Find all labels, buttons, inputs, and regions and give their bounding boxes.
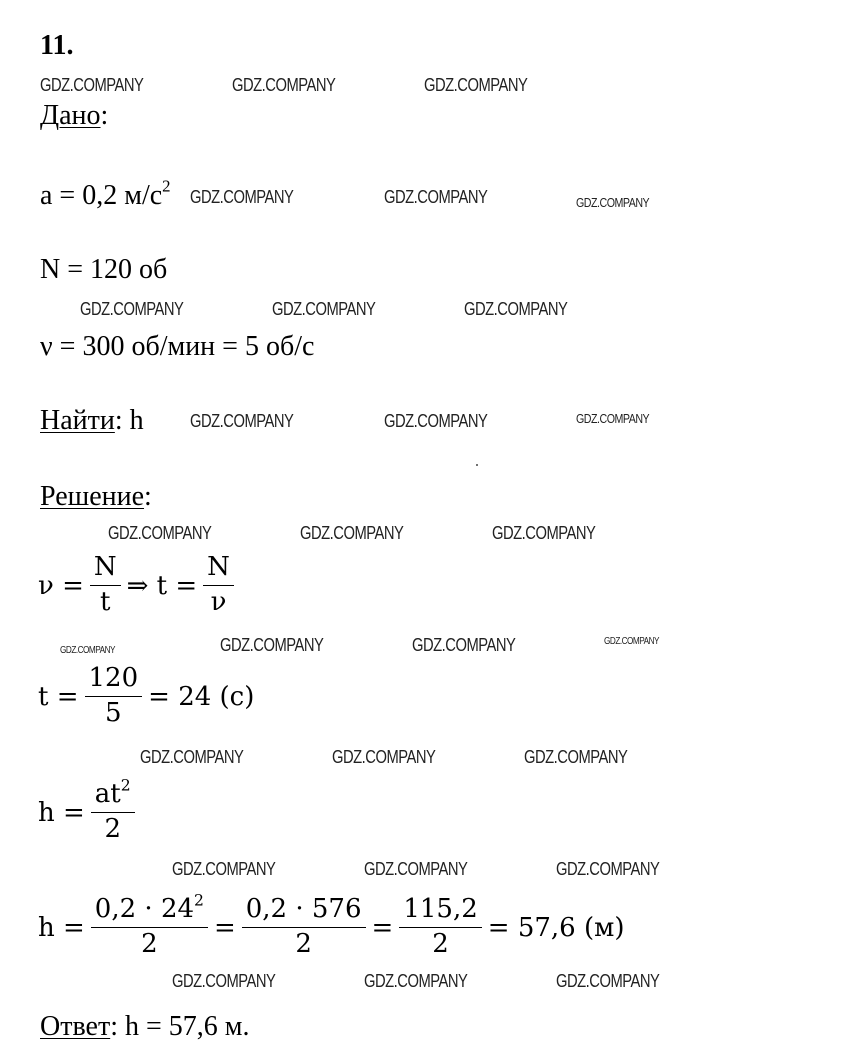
eq4-rhs: = 57,6 (м) xyxy=(487,912,625,943)
eq4-f1-numerator xyxy=(91,891,208,925)
watermark: GDZ.COMPANY xyxy=(40,75,144,95)
watermark: GDZ.COMPANY xyxy=(364,859,468,879)
given-frequency: ν = 300 об/мин = 5 об/с xyxy=(40,331,315,362)
watermark: GDZ.COMPANY xyxy=(604,636,660,647)
answer-rest: : h = 57,6 м. xyxy=(110,1011,250,1042)
eq1-fraction-2 xyxy=(203,553,234,618)
fraction-bar xyxy=(399,927,481,929)
find-line xyxy=(40,405,144,437)
eq4-f1-numerator-text: 0,2 · 24 xyxy=(94,894,195,924)
eq1-fraction-1 xyxy=(90,553,121,618)
solution-colon: : xyxy=(144,481,152,512)
eq3-denominator: 2 xyxy=(104,814,121,845)
eq1-implies: ⇒ t = xyxy=(126,570,198,601)
eq4-f1-exponent: 2 xyxy=(194,891,204,910)
eq3-fraction xyxy=(91,776,135,845)
watermark: GDZ.COMPANY xyxy=(364,971,468,991)
watermark: GDZ.COMPANY xyxy=(492,523,596,543)
watermark: GDZ.COMPANY xyxy=(424,75,528,95)
watermark: GDZ.COMPANY xyxy=(576,195,650,210)
watermark: GDZ.COMPANY xyxy=(524,747,628,767)
eq3-lhs: h = xyxy=(38,797,85,828)
fraction-bar xyxy=(242,927,366,929)
watermark: GDZ.COMPANY xyxy=(384,411,488,431)
watermark: GDZ.COMPANY xyxy=(172,971,276,991)
eq4-f1-denominator: 2 xyxy=(141,929,158,960)
eq1-f1-numerator: N xyxy=(93,552,117,582)
equation-time xyxy=(38,664,254,729)
eq4-fraction-1 xyxy=(91,891,208,960)
eq2-numerator: 120 xyxy=(88,663,139,693)
given-colon: : xyxy=(100,100,109,131)
watermark: GDZ.COMPANY xyxy=(190,411,294,431)
watermark: GDZ.COMPANY xyxy=(232,75,336,95)
eq1-f2-denominator: ν xyxy=(210,587,227,618)
find-rest: : h xyxy=(114,405,144,436)
eq2-fraction xyxy=(85,664,143,729)
eq2-rhs: = 24 (с) xyxy=(148,681,255,712)
eq2-denominator: 5 xyxy=(105,698,122,729)
eq4-f3-denominator: 2 xyxy=(432,929,449,960)
watermark: GDZ.COMPANY xyxy=(556,859,660,879)
watermark: GDZ.COMPANY xyxy=(332,747,436,767)
acceleration-exponent: 2 xyxy=(162,176,171,196)
watermark: GDZ.COMPANY xyxy=(412,635,516,655)
watermark: GDZ.COMPANY xyxy=(576,411,650,426)
eq3-numerator xyxy=(91,776,135,810)
solution-heading xyxy=(40,481,152,513)
equation-height-calculation xyxy=(38,891,625,960)
watermark: GDZ.COMPANY xyxy=(272,299,376,319)
solution-label: Решение xyxy=(40,481,145,512)
fraction-bar xyxy=(90,585,121,587)
equation-height-formula xyxy=(38,776,141,845)
eq3-numerator-base: at xyxy=(94,779,121,809)
fraction-bar xyxy=(91,927,208,929)
given-heading xyxy=(40,100,108,132)
watermark: GDZ.COMPANY xyxy=(464,299,568,319)
answer-label: Ответ xyxy=(40,1011,111,1042)
watermark: GDZ.COMPANY xyxy=(190,187,294,207)
fraction-bar xyxy=(85,696,143,698)
watermark: GDZ.COMPANY xyxy=(60,645,116,656)
acceleration-text: a = 0,2 м/с xyxy=(40,180,163,211)
eq1-lhs: ν = xyxy=(38,570,84,601)
stray-dot xyxy=(476,464,478,466)
eq4-f2-denominator: 2 xyxy=(295,929,312,960)
equation-frequency xyxy=(38,553,240,618)
eq4-fraction-3 xyxy=(399,895,481,960)
watermark: GDZ.COMPANY xyxy=(384,187,488,207)
watermark: GDZ.COMPANY xyxy=(172,859,276,879)
eq4-equals-1: = xyxy=(213,912,236,943)
watermark: GDZ.COMPANY xyxy=(220,635,324,655)
eq1-f2-numerator: N xyxy=(207,552,230,582)
eq4-equals-2: = xyxy=(371,912,394,943)
eq4-f2-numerator: 0,2 · 576 xyxy=(245,894,362,924)
eq4-fraction-2 xyxy=(242,895,366,960)
eq2-lhs: t = xyxy=(38,681,79,712)
eq3-exponent: 2 xyxy=(120,776,131,795)
watermark: GDZ.COMPANY xyxy=(140,747,244,767)
watermark: GDZ.COMPANY xyxy=(108,523,212,543)
watermark: GDZ.COMPANY xyxy=(300,523,404,543)
fraction-bar xyxy=(91,812,135,814)
answer-line xyxy=(40,1011,249,1043)
find-label: Найти xyxy=(40,405,115,436)
eq1-f1-denominator: t xyxy=(100,587,111,618)
problem-number: 11. xyxy=(40,30,74,61)
eq4-f3-numerator: 115,2 xyxy=(403,894,478,924)
watermark: GDZ.COMPANY xyxy=(80,299,184,319)
given-revolutions: N = 120 об xyxy=(40,254,168,285)
eq4-lhs: h = xyxy=(38,912,85,943)
watermark: GDZ.COMPANY xyxy=(556,971,660,991)
given-acceleration xyxy=(40,176,171,212)
given-label: Дано xyxy=(40,100,101,131)
fraction-bar xyxy=(203,585,234,587)
